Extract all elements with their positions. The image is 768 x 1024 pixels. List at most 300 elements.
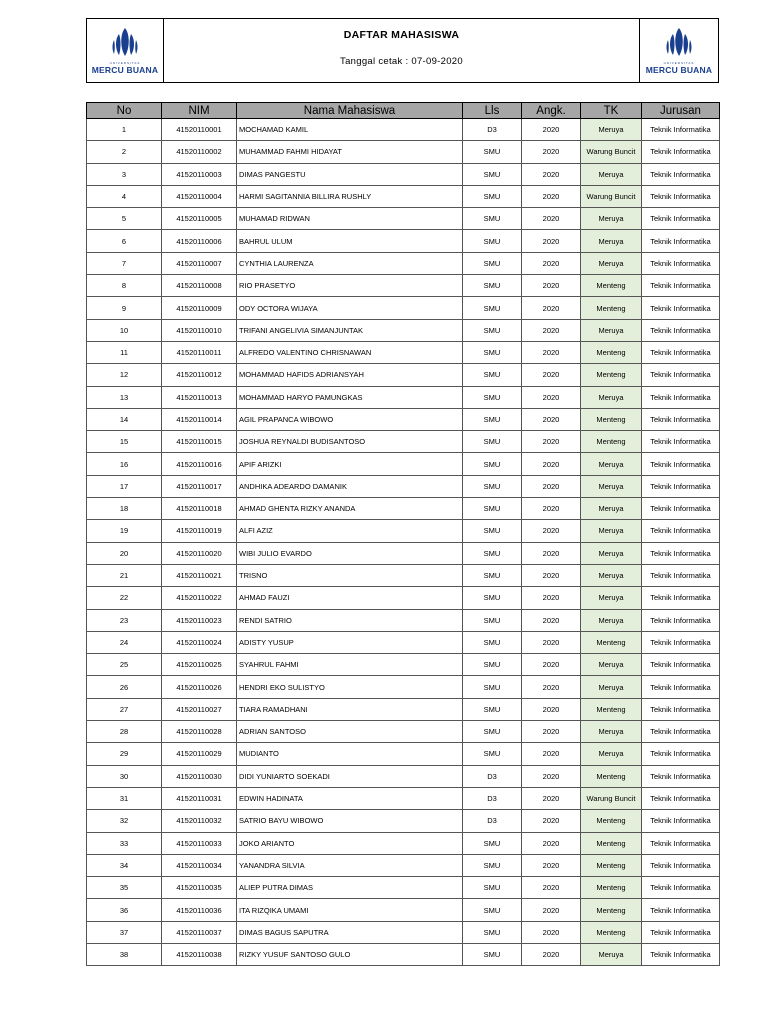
cell-jurusan: Teknik Informatika	[642, 899, 720, 921]
cell-lls: SMU	[463, 453, 522, 475]
cell-nama: MUDIANTO	[237, 743, 463, 765]
cell-angk: 2020	[522, 408, 581, 430]
cell-nama: MOHAMMAD HAFIDS ADRIANSYAH	[237, 364, 463, 386]
cell-no: 6	[87, 230, 162, 252]
cell-no: 36	[87, 899, 162, 921]
logo-university-text: UNIVERSITAS	[663, 61, 695, 65]
cell-jurusan: Teknik Informatika	[642, 676, 720, 698]
table-row	[87, 364, 720, 386]
cell-nama: DIDI YUNIARTO SOEKADI	[237, 765, 463, 787]
cell-nim: 41520110030	[162, 765, 237, 787]
table-row	[87, 854, 720, 876]
cell-tk: Meruya	[581, 319, 642, 341]
title-block	[164, 19, 639, 82]
cell-tk: Meruya	[581, 252, 642, 274]
cell-jurusan: Teknik Informatika	[642, 832, 720, 854]
print-date: Tanggal cetak : 07-09-2020	[340, 56, 463, 67]
logo-right	[639, 19, 718, 82]
student-table	[86, 102, 720, 966]
cell-angk: 2020	[522, 943, 581, 965]
cell-angk: 2020	[522, 899, 581, 921]
cell-nama: HARMI SAGITANNIA BILLIRA RUSHLY	[237, 185, 463, 207]
cell-no: 2	[87, 141, 162, 163]
table-row	[87, 765, 720, 787]
table-row	[87, 185, 720, 207]
logo-left	[87, 19, 164, 82]
cell-nim: 41520110001	[162, 119, 237, 141]
cell-nim: 41520110023	[162, 609, 237, 631]
cell-nama: WIBI JULIO EVARDO	[237, 542, 463, 564]
cell-nim: 41520110014	[162, 408, 237, 430]
table-row	[87, 921, 720, 943]
cell-no: 26	[87, 676, 162, 698]
cell-nama: ALIEP PUTRA DIMAS	[237, 877, 463, 899]
cell-lls: SMU	[463, 943, 522, 965]
cell-lls: SMU	[463, 520, 522, 542]
cell-nim: 41520110006	[162, 230, 237, 252]
cell-lls: SMU	[463, 631, 522, 653]
cell-nim: 41520110024	[162, 631, 237, 653]
cell-jurusan: Teknik Informatika	[642, 297, 720, 319]
cell-angk: 2020	[522, 431, 581, 453]
cell-nama: SYAHRUL FAHMI	[237, 654, 463, 676]
document-header	[86, 18, 719, 83]
cell-nim: 41520110026	[162, 676, 237, 698]
cell-nim: 41520110034	[162, 854, 237, 876]
table-row	[87, 275, 720, 297]
cell-no: 31	[87, 787, 162, 809]
cell-no: 13	[87, 386, 162, 408]
cell-angk: 2020	[522, 721, 581, 743]
cell-nim: 41520110017	[162, 475, 237, 497]
cell-lls: SMU	[463, 319, 522, 341]
cell-angk: 2020	[522, 208, 581, 230]
table-row	[87, 163, 720, 185]
cell-jurusan: Teknik Informatika	[642, 787, 720, 809]
table-row	[87, 899, 720, 921]
cell-tk: Meruya	[581, 119, 642, 141]
cell-lls: SMU	[463, 721, 522, 743]
cell-angk: 2020	[522, 163, 581, 185]
table-row	[87, 297, 720, 319]
cell-no: 27	[87, 698, 162, 720]
cell-no: 9	[87, 297, 162, 319]
cell-nama: SATRIO BAYU WIBOWO	[237, 810, 463, 832]
cell-nim: 41520110011	[162, 341, 237, 363]
cell-nama: ADRIAN SANTOSO	[237, 721, 463, 743]
cell-lls: SMU	[463, 275, 522, 297]
cell-lls: SMU	[463, 609, 522, 631]
cell-tk: Meruya	[581, 542, 642, 564]
cell-jurusan: Teknik Informatika	[642, 341, 720, 363]
cell-angk: 2020	[522, 564, 581, 586]
cell-tk: Meruya	[581, 654, 642, 676]
table-row	[87, 208, 720, 230]
cell-angk: 2020	[522, 252, 581, 274]
cell-lls: SMU	[463, 341, 522, 363]
table-row	[87, 877, 720, 899]
cell-jurusan: Teknik Informatika	[642, 921, 720, 943]
cell-nama: JOSHUA REYNALDI BUDISANTOSO	[237, 431, 463, 453]
cell-angk: 2020	[522, 765, 581, 787]
cell-nim: 41520110010	[162, 319, 237, 341]
cell-lls: SMU	[463, 698, 522, 720]
cell-tk: Meruya	[581, 676, 642, 698]
cell-nama: RIZKY YUSUF SANTOSO GULO	[237, 943, 463, 965]
cell-no: 11	[87, 341, 162, 363]
cell-nim: 41520110032	[162, 810, 237, 832]
cell-no: 28	[87, 721, 162, 743]
cell-no: 5	[87, 208, 162, 230]
cell-jurusan: Teknik Informatika	[642, 185, 720, 207]
cell-angk: 2020	[522, 877, 581, 899]
cell-angk: 2020	[522, 520, 581, 542]
cell-nama: MOHAMMAD HARYO PAMUNGKAS	[237, 386, 463, 408]
cell-nim: 41520110015	[162, 431, 237, 453]
cell-nim: 41520110005	[162, 208, 237, 230]
cell-angk: 2020	[522, 743, 581, 765]
table-row	[87, 698, 720, 720]
cell-angk: 2020	[522, 832, 581, 854]
cell-nama: CYNTHIA LAURENZA	[237, 252, 463, 274]
table-row	[87, 676, 720, 698]
cell-angk: 2020	[522, 119, 581, 141]
cell-angk: 2020	[522, 275, 581, 297]
cell-no: 15	[87, 431, 162, 453]
cell-no: 29	[87, 743, 162, 765]
cell-tk: Meruya	[581, 520, 642, 542]
cell-lls: SMU	[463, 564, 522, 586]
table-row	[87, 810, 720, 832]
cell-no: 3	[87, 163, 162, 185]
cell-angk: 2020	[522, 475, 581, 497]
logo-university-text: UNIVERSITAS	[109, 61, 141, 65]
mercu-buana-logo-icon	[108, 26, 142, 60]
cell-angk: 2020	[522, 676, 581, 698]
cell-jurusan: Teknik Informatika	[642, 631, 720, 653]
cell-jurusan: Teknik Informatika	[642, 520, 720, 542]
cell-nim: 41520110035	[162, 877, 237, 899]
cell-jurusan: Teknik Informatika	[642, 587, 720, 609]
cell-nim: 41520110033	[162, 832, 237, 854]
cell-nama: APIF ARIZKI	[237, 453, 463, 475]
cell-lls: SMU	[463, 408, 522, 430]
cell-angk: 2020	[522, 453, 581, 475]
cell-nama: RIO PRASETYO	[237, 275, 463, 297]
cell-tk: Meruya	[581, 743, 642, 765]
cell-nim: 41520110038	[162, 943, 237, 965]
table-row	[87, 230, 720, 252]
cell-tk: Meruya	[581, 208, 642, 230]
cell-lls: D3	[463, 765, 522, 787]
cell-nim: 41520110021	[162, 564, 237, 586]
table-row	[87, 319, 720, 341]
cell-nim: 41520110002	[162, 141, 237, 163]
cell-nama: AGIL PRAPANCA WIBOWO	[237, 408, 463, 430]
cell-no: 22	[87, 587, 162, 609]
cell-nama: MUHAMMAD FAHMI HIDAYAT	[237, 141, 463, 163]
cell-tk: Meruya	[581, 943, 642, 965]
table-row	[87, 743, 720, 765]
cell-nama: TIARA RAMADHANI	[237, 698, 463, 720]
cell-angk: 2020	[522, 921, 581, 943]
cell-jurusan: Teknik Informatika	[642, 230, 720, 252]
cell-nim: 41520110029	[162, 743, 237, 765]
column-header-nim: NIM	[162, 103, 237, 119]
cell-angk: 2020	[522, 698, 581, 720]
cell-jurusan: Teknik Informatika	[642, 609, 720, 631]
cell-jurusan: Teknik Informatika	[642, 163, 720, 185]
cell-no: 30	[87, 765, 162, 787]
cell-no: 4	[87, 185, 162, 207]
cell-tk: Meruya	[581, 564, 642, 586]
cell-jurusan: Teknik Informatika	[642, 542, 720, 564]
cell-nim: 41520110031	[162, 787, 237, 809]
cell-jurusan: Teknik Informatika	[642, 208, 720, 230]
cell-nim: 41520110003	[162, 163, 237, 185]
cell-no: 32	[87, 810, 162, 832]
cell-tk: Menteng	[581, 810, 642, 832]
cell-nim: 41520110022	[162, 587, 237, 609]
cell-no: 1	[87, 119, 162, 141]
table-row	[87, 787, 720, 809]
cell-nim: 41520110019	[162, 520, 237, 542]
cell-tk: Meruya	[581, 609, 642, 631]
cell-tk: Menteng	[581, 832, 642, 854]
cell-lls: D3	[463, 810, 522, 832]
column-header-angk: Angk.	[522, 103, 581, 119]
cell-jurusan: Teknik Informatika	[642, 698, 720, 720]
cell-no: 34	[87, 854, 162, 876]
cell-nama: AHMAD FAUZI	[237, 587, 463, 609]
cell-lls: SMU	[463, 542, 522, 564]
cell-jurusan: Teknik Informatika	[642, 364, 720, 386]
cell-jurusan: Teknik Informatika	[642, 252, 720, 274]
table-row	[87, 341, 720, 363]
cell-no: 12	[87, 364, 162, 386]
cell-tk: Menteng	[581, 408, 642, 430]
cell-tk: Menteng	[581, 275, 642, 297]
cell-lls: SMU	[463, 743, 522, 765]
cell-nim: 41520110016	[162, 453, 237, 475]
cell-nim: 41520110004	[162, 185, 237, 207]
cell-tk: Menteng	[581, 765, 642, 787]
cell-nama: BAHRUL ULUM	[237, 230, 463, 252]
cell-nama: JOKO ARIANTO	[237, 832, 463, 854]
logo-name-text: MERCU BUANA	[645, 65, 713, 75]
cell-tk: Meruya	[581, 230, 642, 252]
cell-angk: 2020	[522, 297, 581, 319]
cell-nim: 41520110020	[162, 542, 237, 564]
cell-no: 16	[87, 453, 162, 475]
table-row	[87, 631, 720, 653]
logo-name-text: MERCU BUANA	[91, 65, 159, 75]
cell-tk: Menteng	[581, 698, 642, 720]
cell-angk: 2020	[522, 609, 581, 631]
cell-lls: D3	[463, 787, 522, 809]
cell-lls: SMU	[463, 832, 522, 854]
table-row	[87, 498, 720, 520]
cell-no: 35	[87, 877, 162, 899]
cell-nama: TRISNO	[237, 564, 463, 586]
cell-angk: 2020	[522, 230, 581, 252]
cell-tk: Menteng	[581, 431, 642, 453]
table-row	[87, 408, 720, 430]
cell-tk: Menteng	[581, 921, 642, 943]
cell-nim: 41520110028	[162, 721, 237, 743]
cell-jurusan: Teknik Informatika	[642, 319, 720, 341]
cell-nama: DIMAS PANGESTU	[237, 163, 463, 185]
cell-jurusan: Teknik Informatika	[642, 141, 720, 163]
cell-lls: SMU	[463, 252, 522, 274]
cell-angk: 2020	[522, 364, 581, 386]
cell-tk: Meruya	[581, 453, 642, 475]
cell-jurusan: Teknik Informatika	[642, 810, 720, 832]
cell-nim: 41520110036	[162, 899, 237, 921]
cell-jurusan: Teknik Informatika	[642, 765, 720, 787]
cell-lls: D3	[463, 119, 522, 141]
cell-lls: SMU	[463, 185, 522, 207]
cell-angk: 2020	[522, 787, 581, 809]
cell-tk: Meruya	[581, 721, 642, 743]
table-row	[87, 252, 720, 274]
cell-lls: SMU	[463, 431, 522, 453]
table-row	[87, 587, 720, 609]
cell-tk: Menteng	[581, 877, 642, 899]
cell-nama: RENDI SATRIO	[237, 609, 463, 631]
cell-jurusan: Teknik Informatika	[642, 854, 720, 876]
cell-angk: 2020	[522, 141, 581, 163]
cell-lls: SMU	[463, 854, 522, 876]
cell-nama: ODY OCTORA WIJAYA	[237, 297, 463, 319]
cell-nim: 41520110018	[162, 498, 237, 520]
table-row	[87, 564, 720, 586]
cell-lls: SMU	[463, 230, 522, 252]
cell-nim: 41520110007	[162, 252, 237, 274]
cell-angk: 2020	[522, 631, 581, 653]
cell-no: 18	[87, 498, 162, 520]
table-row	[87, 386, 720, 408]
column-header-lls: Lls	[463, 103, 522, 119]
table-row	[87, 431, 720, 453]
cell-tk: Menteng	[581, 631, 642, 653]
column-header-tk: TK	[581, 103, 642, 119]
cell-lls: SMU	[463, 676, 522, 698]
cell-angk: 2020	[522, 654, 581, 676]
cell-no: 37	[87, 921, 162, 943]
cell-no: 14	[87, 408, 162, 430]
cell-tk: Meruya	[581, 587, 642, 609]
cell-lls: SMU	[463, 297, 522, 319]
table-row	[87, 832, 720, 854]
cell-nama: ANDHIKA ADEARDO DAMANIK	[237, 475, 463, 497]
cell-no: 10	[87, 319, 162, 341]
cell-nim: 41520110012	[162, 364, 237, 386]
cell-no: 19	[87, 520, 162, 542]
cell-nim: 41520110013	[162, 386, 237, 408]
cell-angk: 2020	[522, 386, 581, 408]
cell-jurusan: Teknik Informatika	[642, 453, 720, 475]
cell-jurusan: Teknik Informatika	[642, 386, 720, 408]
cell-angk: 2020	[522, 810, 581, 832]
cell-angk: 2020	[522, 498, 581, 520]
cell-lls: SMU	[463, 921, 522, 943]
table-header-row	[87, 103, 720, 119]
cell-nama: DIMAS BAGUS SAPUTRA	[237, 921, 463, 943]
cell-nim: 41520110027	[162, 698, 237, 720]
table-row	[87, 721, 720, 743]
cell-nama: TRIFANI ANGELIVIA SIMANJUNTAK	[237, 319, 463, 341]
cell-jurusan: Teknik Informatika	[642, 475, 720, 497]
cell-lls: SMU	[463, 475, 522, 497]
cell-lls: SMU	[463, 364, 522, 386]
cell-angk: 2020	[522, 587, 581, 609]
cell-nama: ALFI AZIZ	[237, 520, 463, 542]
table-row	[87, 520, 720, 542]
cell-angk: 2020	[522, 542, 581, 564]
cell-tk: Warung Buncit	[581, 141, 642, 163]
cell-lls: SMU	[463, 654, 522, 676]
cell-tk: Meruya	[581, 163, 642, 185]
cell-no: 23	[87, 609, 162, 631]
table-row	[87, 654, 720, 676]
cell-jurusan: Teknik Informatika	[642, 275, 720, 297]
cell-jurusan: Teknik Informatika	[642, 119, 720, 141]
cell-nama: MUHAMAD RIDWAN	[237, 208, 463, 230]
cell-no: 25	[87, 654, 162, 676]
cell-tk: Meruya	[581, 498, 642, 520]
cell-nama: AHMAD GHENTA RIZKY ANANDA	[237, 498, 463, 520]
cell-jurusan: Teknik Informatika	[642, 877, 720, 899]
cell-jurusan: Teknik Informatika	[642, 654, 720, 676]
cell-angk: 2020	[522, 185, 581, 207]
cell-tk: Warung Buncit	[581, 787, 642, 809]
column-header-jurusan: Jurusan	[642, 103, 720, 119]
table-row	[87, 609, 720, 631]
cell-lls: SMU	[463, 208, 522, 230]
cell-no: 17	[87, 475, 162, 497]
cell-lls: SMU	[463, 386, 522, 408]
cell-tk: Warung Buncit	[581, 185, 642, 207]
cell-tk: Menteng	[581, 854, 642, 876]
cell-jurusan: Teknik Informatika	[642, 943, 720, 965]
cell-tk: Menteng	[581, 899, 642, 921]
cell-tk: Menteng	[581, 341, 642, 363]
table-body	[87, 119, 720, 966]
cell-tk: Menteng	[581, 364, 642, 386]
cell-lls: SMU	[463, 498, 522, 520]
cell-jurusan: Teknik Informatika	[642, 431, 720, 453]
cell-nama: MOCHAMAD KAMIL	[237, 119, 463, 141]
cell-nim: 41520110008	[162, 275, 237, 297]
cell-jurusan: Teknik Informatika	[642, 743, 720, 765]
cell-no: 7	[87, 252, 162, 274]
cell-angk: 2020	[522, 854, 581, 876]
cell-lls: SMU	[463, 163, 522, 185]
cell-nama: EDWIN HADINATA	[237, 787, 463, 809]
cell-nama: ITA RIZQIKA UMAMI	[237, 899, 463, 921]
cell-no: 33	[87, 832, 162, 854]
table-row	[87, 141, 720, 163]
cell-lls: SMU	[463, 899, 522, 921]
cell-nama: ADISTY YUSUP	[237, 631, 463, 653]
cell-no: 24	[87, 631, 162, 653]
column-header-no: No	[87, 103, 162, 119]
cell-nama: YANANDRA SILVIA	[237, 854, 463, 876]
cell-tk: Meruya	[581, 475, 642, 497]
table-row	[87, 542, 720, 564]
cell-lls: SMU	[463, 877, 522, 899]
